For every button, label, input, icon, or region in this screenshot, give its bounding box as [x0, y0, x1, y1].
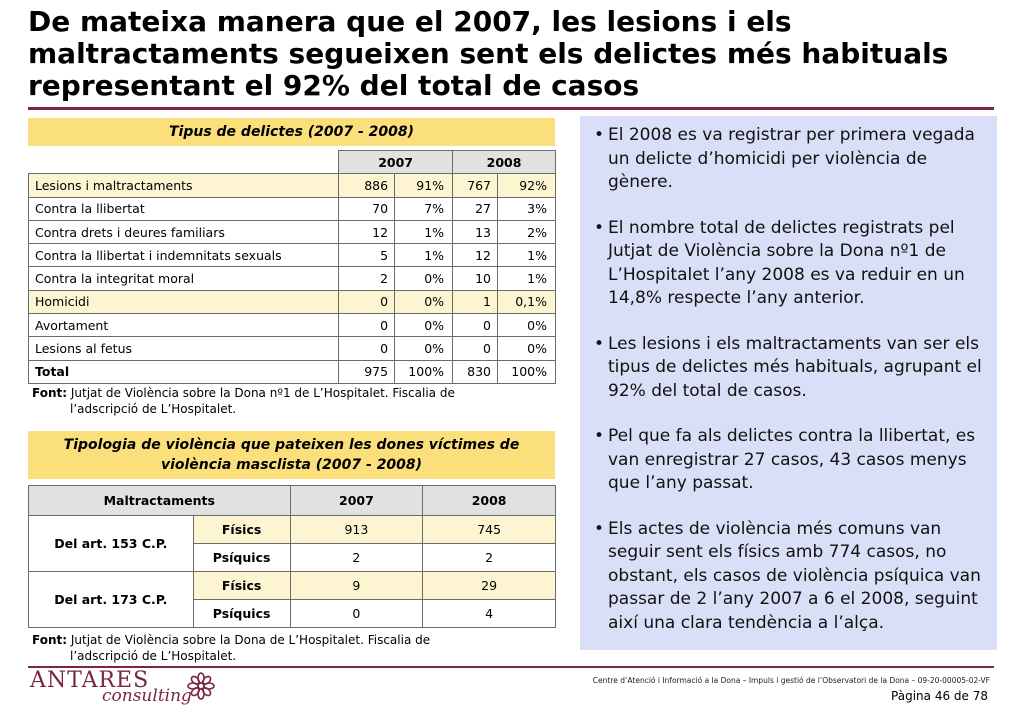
percent-2008: 0% [498, 337, 556, 360]
percent-2007: 91% [395, 174, 453, 197]
table-row [29, 267, 556, 290]
value-2008: 2 [423, 544, 556, 572]
table-row [29, 244, 556, 267]
count-2007: 12 [339, 220, 395, 243]
summary-bullets [580, 116, 997, 635]
count-2008: 1 [453, 290, 498, 313]
value-2008: 29 [423, 572, 556, 600]
source-text-2: l’adscripció de L’Hospitalet. [70, 649, 237, 663]
count-2008: 0 [453, 314, 498, 337]
count-2007: 70 [339, 197, 395, 220]
table2-col-header: Maltractaments [29, 486, 291, 516]
source-label: Font: [32, 633, 68, 647]
row-label: Contra la llibertat i indemnitats sexuals [29, 244, 339, 267]
count-2008: 12 [453, 244, 498, 267]
table1-year-2007: 2007 [339, 151, 453, 174]
violence-type: Psíquics [193, 600, 290, 628]
title-divider [28, 107, 994, 110]
table-row [29, 197, 556, 220]
value-2008: 4 [423, 600, 556, 628]
footer-divider [28, 666, 994, 668]
footer-text: Centre d’Atenció i Informació a la Dona – Impuls i gestió de l’Observatori de la Dona – 09-20-00005-02-VF [592, 676, 990, 685]
table1-header-row [29, 151, 556, 174]
article-label: Del art. 173 C.P. [29, 572, 194, 628]
count-2008: 13 [453, 220, 498, 243]
table-row [29, 337, 556, 360]
bullet-item: • El 2008 es va registrar per primera vegada un delicte d’homicidi per violència de gènere. [594, 124, 987, 195]
percent-2007: 1% [395, 244, 453, 267]
percent-2007: 1% [395, 220, 453, 243]
table-row [29, 290, 556, 313]
article-label: Del art. 153 C.P. [29, 516, 194, 572]
table2-year-2008: 2008 [423, 486, 556, 516]
table-row [29, 516, 556, 544]
table1-year-2008: 2008 [453, 151, 556, 174]
value-2007: 0 [290, 600, 423, 628]
count-2007: 975 [339, 360, 395, 383]
count-2008: 10 [453, 267, 498, 290]
row-label: Lesions al fetus [29, 337, 339, 360]
count-2007: 0 [339, 290, 395, 313]
percent-2008: 0% [498, 314, 556, 337]
bullet-item: • Pel que fa als delictes contra la llibertat, es van enregistrar 27 casos, 43 casos menys que l’any passat. [594, 425, 987, 496]
page-number: Pàgina 46 de 78 [891, 689, 988, 703]
table2-caption [28, 431, 555, 479]
count-2008: 0 [453, 337, 498, 360]
violence-type: Físics [193, 572, 290, 600]
summary-panel [580, 116, 997, 650]
count-2007: 2 [339, 267, 395, 290]
row-label: Contra la integritat moral [29, 267, 339, 290]
table-row [29, 360, 556, 383]
row-label: Homicidi [29, 290, 339, 313]
row-label: Avortament [29, 314, 339, 337]
count-2007: 886 [339, 174, 395, 197]
bullet-item: • El nombre total de delictes registrats pel Jutjat de Violència sobre la Dona nº1 de L’Hospitalet l’any 2008 es va reduir en un 14,8% respecte l’any anterior. [594, 217, 987, 311]
count-2008: 27 [453, 197, 498, 220]
source-text-1: Jutjat de Violència sobre la Dona nº1 de L’Hospitalet. Fiscalia de [70, 386, 455, 400]
value-2008: 745 [423, 516, 556, 544]
percent-2008: 3% [498, 197, 556, 220]
percent-2007: 100% [395, 360, 453, 383]
percent-2007: 7% [395, 197, 453, 220]
title-line-3: representant el 92% del total de casos [28, 69, 640, 102]
value-2007: 2 [290, 544, 423, 572]
percent-2008: 100% [498, 360, 556, 383]
violence-type-table [28, 485, 556, 628]
count-2007: 5 [339, 244, 395, 267]
count-2008: 830 [453, 360, 498, 383]
percent-2007: 0% [395, 337, 453, 360]
table2-header-row [29, 486, 556, 516]
percent-2008: 0,1% [498, 290, 556, 313]
source-text-1: Jutjat de Violència sobre la Dona de L’Hospitalet. Fiscalia de [70, 633, 431, 647]
table2-source [32, 632, 552, 664]
bullet-item: • Les lesions i els maltractaments van ser els tipus de delictes més habituals, agrupant el 92% del total de casos. [594, 333, 987, 404]
percent-2008: 1% [498, 244, 556, 267]
row-label: Total [29, 360, 339, 383]
value-2007: 9 [290, 572, 423, 600]
row-label: Contra la llibertat [29, 197, 339, 220]
percent-2007: 0% [395, 267, 453, 290]
title-line-2: maltractaments segueixen sent els delictes més habituals [28, 37, 949, 70]
percent-2008: 1% [498, 267, 556, 290]
row-label: Lesions i maltractaments [29, 174, 339, 197]
page-title [28, 6, 1008, 102]
source-text-2: l’adscripció de L’Hospitalet. [70, 402, 237, 416]
violence-type: Psíquics [193, 544, 290, 572]
logo-subtitle: consulting [102, 686, 192, 706]
count-2007: 0 [339, 314, 395, 337]
count-2007: 0 [339, 337, 395, 360]
percent-2007: 0% [395, 314, 453, 337]
table2-caption-line-1: Tipologia de violència que pateixen les dones víctimes de [63, 437, 520, 453]
violence-type: Físics [193, 516, 290, 544]
table-row [29, 174, 556, 197]
table-row [29, 572, 556, 600]
table1-caption: Tipus de delictes (2007 - 2008) [28, 118, 555, 146]
source-label: Font: [32, 386, 68, 400]
logo-wordmark: ANTARES [30, 668, 150, 693]
table1-source [32, 385, 552, 417]
table2-year-2007: 2007 [290, 486, 423, 516]
percent-2007: 0% [395, 290, 453, 313]
bullet-item: • Els actes de violència més comuns van seguir sent els físics amb 774 casos, no obstant, els casos de violència psíquica van passar de 2 l’any 2007 a 6 el 2008, seguint així una clara tendència a l’alça. [594, 518, 987, 636]
offence-types-table [28, 150, 556, 384]
table2-caption-line-2: violència masclista (2007 - 2008) [160, 457, 423, 473]
flower-logo-icon [186, 671, 216, 701]
percent-2008: 2% [498, 220, 556, 243]
table-row [29, 314, 556, 337]
row-label: Contra drets i deures familiars [29, 220, 339, 243]
table-row [29, 220, 556, 243]
title-line-1: De mateixa manera que el 2007, les lesions i els [28, 5, 792, 38]
count-2008: 767 [453, 174, 498, 197]
value-2007: 913 [290, 516, 423, 544]
percent-2008: 92% [498, 174, 556, 197]
